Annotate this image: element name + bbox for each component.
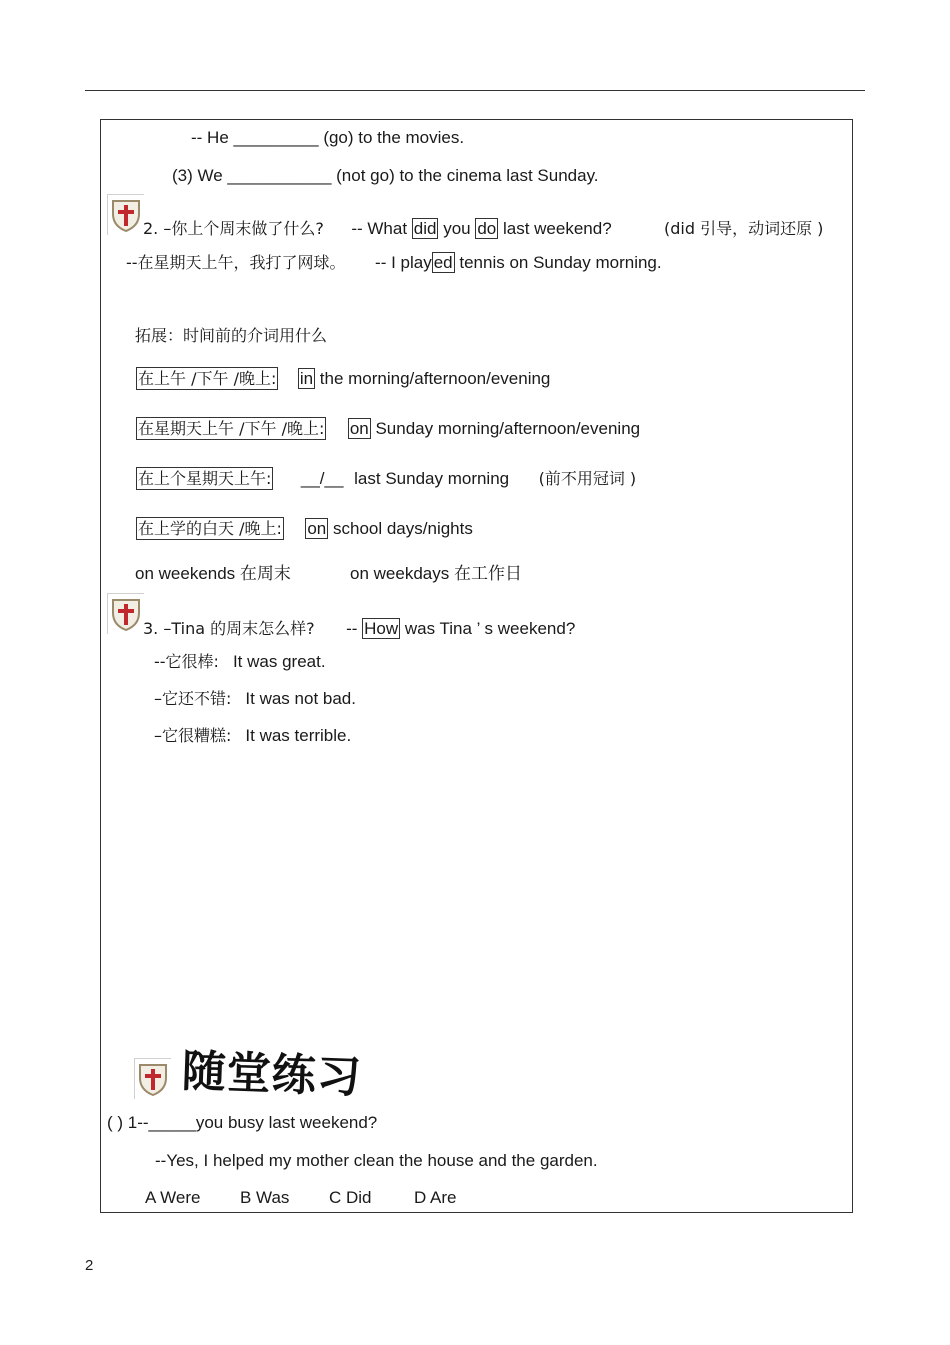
section3-question: 3. –Tina 的周末怎么样? -- How was Tina ’ s weekend? xyxy=(143,619,576,638)
prep-on: on xyxy=(349,419,369,438)
prep-row: 在上午 /下午 /晚上: in the morning/afternoon/evening xyxy=(138,369,551,388)
option-c: C Did xyxy=(329,1188,372,1207)
weekends-line: on weekends 在周末 xyxy=(135,564,291,583)
section2-answer: --在星期天上午，我打了网球。 -- I play ed tennis on Sunday morning. xyxy=(126,253,662,272)
boxed-do: do xyxy=(477,219,497,238)
shield-icon xyxy=(134,1058,171,1099)
exercise-line-he: -- He _________ (go) to the movies. xyxy=(191,128,465,147)
prep-row: 在上学的白天 /晚上: on school days/nights xyxy=(138,519,473,538)
section3-question-zh: 3. –Tina 的周末怎么样? xyxy=(143,619,315,638)
boxed-ed: ed xyxy=(433,253,453,272)
section2-answer-zh: --在星期天上午，我打了网球。 xyxy=(126,253,346,272)
answer-terrible: –它很糟糕: It was terrible. xyxy=(154,726,352,745)
section2-question: 2. –你上个周末做了什么? -- What did you do last weekend? xyxy=(143,219,612,238)
weekdays-line: on weekdays 在工作日 xyxy=(350,564,522,583)
boxed-how: How xyxy=(364,619,399,638)
extension-title: 拓展：时间前的介词用什么 xyxy=(135,326,328,345)
prep-in: in xyxy=(299,369,314,388)
practice-title: 随堂练习 xyxy=(180,1046,363,1104)
option-b: B Was xyxy=(240,1188,290,1207)
prep-row: 在上个星期天上午: __/__ last Sunday morning (前不用冠词 ) xyxy=(138,469,637,488)
practice-answer-1: --Yes, I helped my mother clean the house and the garden. xyxy=(155,1151,598,1170)
top-rule xyxy=(85,90,865,91)
shield-icon xyxy=(107,593,144,634)
option-a: A Were xyxy=(145,1188,201,1207)
practice-question-1: ( ) 1--_____you busy last weekend? xyxy=(107,1113,378,1132)
boxed-did: did xyxy=(413,219,437,238)
answer-not-bad: –它还不错: It was not bad. xyxy=(154,689,356,708)
answer-great: --它很棒: It was great. xyxy=(154,652,326,671)
exercise-line-we: (3) We ___________ (not go) to the cinema last Sunday. xyxy=(172,166,599,185)
prep-none: __/__ xyxy=(300,469,344,488)
option-d: D Are xyxy=(414,1188,457,1207)
prep-on: on xyxy=(307,519,327,538)
section2-question-zh: 2. –你上个周末做了什么? xyxy=(143,219,324,238)
section2-note: (did 引导，动词还原 ) xyxy=(664,219,824,238)
prep-row: 在星期天上午 /下午 /晚上: on Sunday morning/afternoon/evening xyxy=(138,419,641,438)
page-number: 2 xyxy=(85,1257,94,1274)
shield-icon xyxy=(107,194,144,235)
